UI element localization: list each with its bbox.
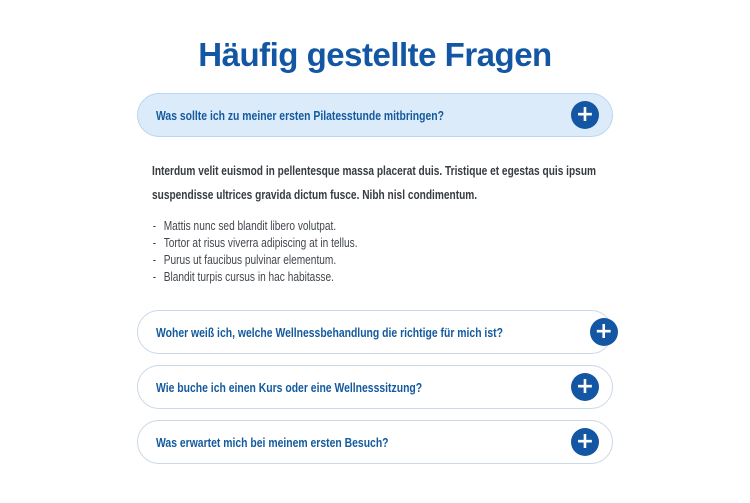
faq-item-3-expand-button[interactable] [571, 373, 599, 401]
plus-icon: + [594, 319, 613, 344]
faq-item-3-question: Wie buche ich einen Kurs oder eine Wellnesssitzung? [156, 379, 423, 395]
faq-item-4-header[interactable] [137, 420, 613, 464]
answer-paragraph: Interdum velit euismod in pellentesque massa placerat duis. Tristique et egestas quis ipsum suspendisse ultrices gravida dictum fusce. Nibh nisl condimentum. [152, 163, 597, 202]
plus-icon: + [575, 374, 595, 399]
faq-item-4-question: Was erwartet mich bei meinem ersten Besuch? [156, 434, 389, 450]
answer-bullet: - Blandit turpis cursus in hac habitasse. [152, 268, 597, 285]
faq-item-3 [137, 365, 613, 409]
faq-item-4 [137, 420, 613, 464]
faq-item-2 [137, 310, 613, 354]
faq-item-2-header[interactable] [137, 310, 613, 354]
answer-bullet: - Purus ut faucibus pulvinar elementum. [152, 251, 597, 268]
faq-item-4-expand-button[interactable] [571, 428, 599, 456]
answer-bullet: - Tortor at risus viverra adipiscing at in tellus. [152, 234, 597, 251]
page-title: Häufig gestellte Fragen [198, 36, 552, 73]
faq-item-1-answer-content [152, 159, 597, 285]
faq-item-1-question: Was sollte ich zu meiner ersten Pilatesstunde mitbringen? [156, 107, 444, 123]
faq-accordion [137, 93, 613, 464]
plus-icon: + [575, 102, 595, 127]
faq-item-1-expand-button[interactable] [571, 101, 599, 129]
answer-bullet-list [152, 217, 597, 285]
faq-item-2-expand-button[interactable] [590, 318, 618, 346]
plus-icon: + [575, 429, 595, 454]
faq-item-2-question: Woher weiß ich, welche Wellnessbehandlung die richtige für mich ist? [156, 324, 503, 340]
faq-item-1-header[interactable] [137, 93, 613, 137]
answer-bullet: - Mattis nunc sed blandit libero volutpat. [152, 217, 597, 234]
faq-item-1-answer-panel [137, 137, 613, 310]
faq-item-1 [137, 93, 613, 310]
faq-item-3-header[interactable] [137, 365, 613, 409]
